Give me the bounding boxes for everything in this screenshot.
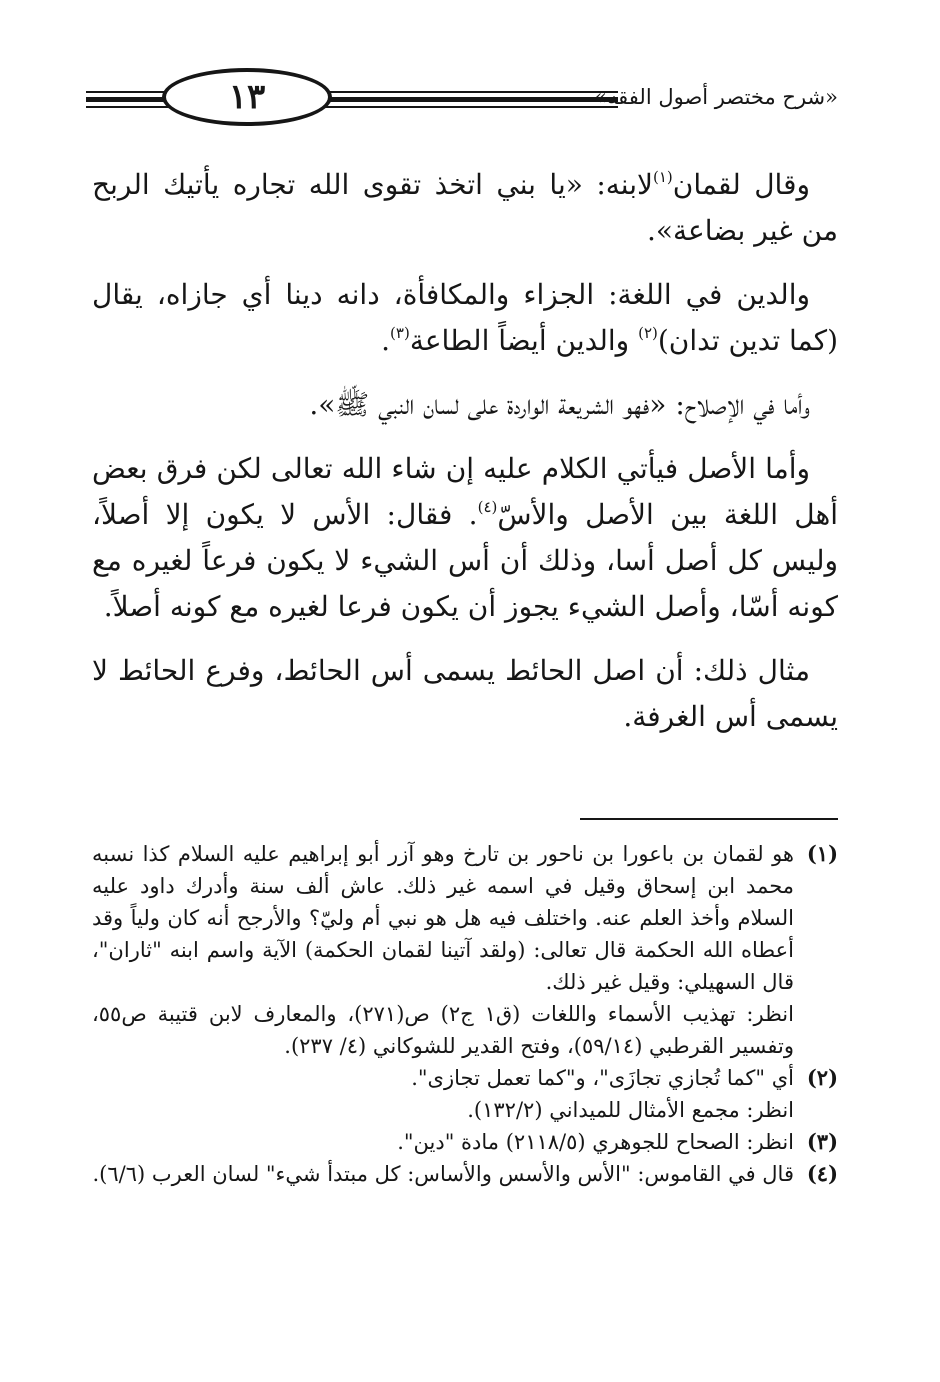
footnote-source: انظر: تهذيب الأسماء واللغات (ق١ ج٢) ص(٢٧١)، والمعارف لابن قتيبة ص٥٥، وتفسير القرطبي (٥٩/١٤)، وفتح القدير للشوكاني (٤/ ٢٣٧). — [92, 1002, 794, 1058]
footnote-source: انظر: مجمع الأمثال للميداني (١٣٢/٢). — [467, 1098, 794, 1122]
footnote-4 — [92, 1158, 838, 1190]
paragraph-luqman — [92, 162, 838, 254]
footnote-1 — [92, 838, 838, 998]
paragraph-example: مثال ذلك: أن اصل الحائط يسمى أس الحائط، وفرع الحائط لا يسمى أس الغرفة. — [92, 654, 838, 733]
page-number: ١٣ — [228, 77, 266, 117]
paragraph-din-language — [92, 272, 838, 364]
footnote-2 — [92, 1062, 838, 1094]
footnote-divider — [580, 818, 838, 820]
footnote-text: أي "كما تُجازي تجازَى"، و"كما تعمل تجازى". — [411, 1066, 794, 1090]
footnote-ref[interactable]: (١) — [652, 168, 673, 186]
text-run: والدين في اللغة: الجزاء والمكافأة، دانه دينا أي جازاه، يقال (كما تدين تدان) — [92, 278, 838, 357]
main-text — [92, 162, 838, 758]
text-run: وقال لقمان — [672, 168, 810, 201]
text-run: والدين أيضاً الطاعة — [409, 324, 639, 357]
running-header — [86, 64, 838, 134]
footnotes — [92, 838, 838, 1190]
footnote-text: انظر: الصحاح للجوهري (٢١١٨/٥) مادة "دين". — [397, 1130, 794, 1154]
footnote-ref[interactable]: (٢) — [638, 324, 658, 342]
text-run: وأما الأصل فيأتي الكلام عليه إن شاء الله تعالى لكن فرق بعض أهل اللغة بين الأصل والأسّ — [92, 452, 839, 531]
footnote-number: (٢) — [806, 1065, 838, 1090]
page-number-oval — [162, 68, 332, 126]
paragraph-asl-and-ass — [92, 446, 838, 630]
footnote-text: قال في القاموس: "الأس والأسس والأساس: كل مبتدأ شيء" لسان العرب (٦/٦). — [92, 1162, 794, 1186]
footnote-ref[interactable]: (٣) — [390, 324, 410, 342]
text-run: . فقال: الأس لا يكون إلا أصلاً، وليس كل أصل أسا، وذلك أن أس الشيء لا يكون فرعاً لغيره مع كونه أسّا، وأصل الشيء يجوز أن يكون فرعا لغيره مع كونه أصلاً. — [92, 498, 838, 623]
book-title: «شرح مختصر أصول الفقه» — [594, 85, 838, 109]
footnote-text: هو لقمان بن باعورا بن ناحور بن تارخ وهو آزر أبو إبراهيم عليه السلام كذا نسبه محمد ابن إسحاق وقيل في اسمه غير ذلك. عاش ألف سنة وأدرك داود عليه السلام وأخذ العلم عنه. واختلف فيه هل هو نبي أم وليّ؟ والأرجح أنه كان ولياً وقد أعطاه الله الحكمة قال تعالى: (ولقد آتينا لقمان الحكمة) الآية واسم ابنه "ثاران"، قال السهيلي: وقيل غير ذلك. — [92, 842, 794, 994]
paragraph-din-term: وأما في الإصلاح: «فهو الشريعة الواردة على لسان النبي ﷺ». — [309, 388, 810, 421]
footnote-number: (١) — [806, 841, 838, 866]
footnote-number: (٣) — [806, 1129, 838, 1154]
footnote-ref[interactable]: (٤) — [477, 498, 498, 516]
footnote-3 — [92, 1126, 838, 1158]
text-run: لابنه: «يا بني اتخذ تقوى الله تجاره يأتيك الربح من غير بضاعة». — [92, 168, 838, 247]
footnote-number: (٤) — [806, 1161, 838, 1186]
text-run: . — [381, 324, 391, 357]
